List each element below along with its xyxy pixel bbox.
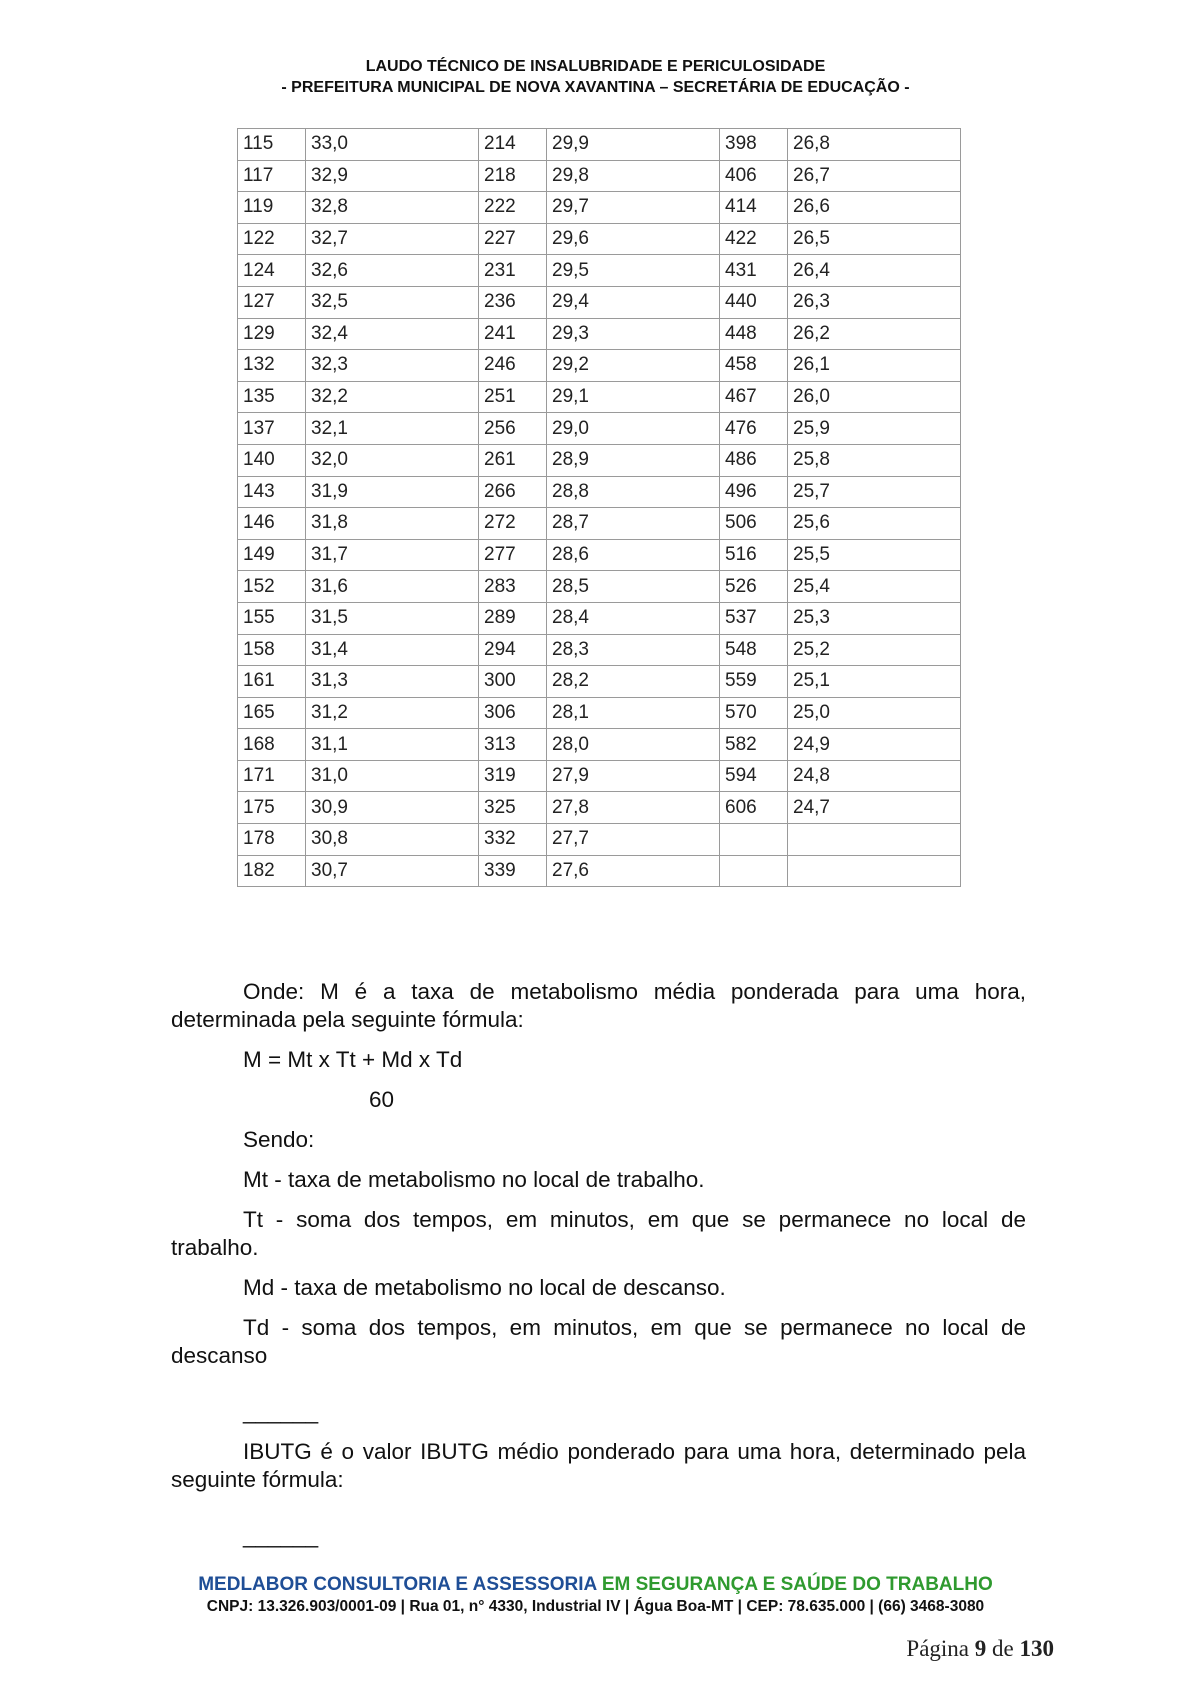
table-cell: 218 xyxy=(479,160,547,192)
table-cell: 467 xyxy=(720,381,788,413)
page-prefix: Página xyxy=(906,1636,970,1661)
table-row xyxy=(238,729,961,761)
paragraph-sendo: Sendo: xyxy=(243,1127,315,1152)
table-row xyxy=(238,666,961,698)
table-cell: 31,1 xyxy=(306,729,479,761)
table-cell: 440 xyxy=(720,286,788,318)
table-cell: 25,9 xyxy=(788,413,961,445)
table-cell: 140 xyxy=(238,444,306,476)
table-cell: 227 xyxy=(479,223,547,255)
table-row xyxy=(238,350,961,382)
table-cell: 28,0 xyxy=(547,729,720,761)
table-row xyxy=(238,508,961,540)
header-title: LAUDO TÉCNICO DE INSALUBRIDADE E PERICULOSIDADE xyxy=(365,58,826,75)
table-row xyxy=(238,255,961,287)
table-cell: 33,0 xyxy=(306,129,479,161)
table-cell: 241 xyxy=(479,318,547,350)
table-cell: 28,2 xyxy=(547,666,720,698)
table-cell: 29,1 xyxy=(547,381,720,413)
table-cell: 448 xyxy=(720,318,788,350)
table-cell: 25,4 xyxy=(788,571,961,603)
ibutg-limits-table xyxy=(237,128,961,887)
table-cell: 31,8 xyxy=(306,508,479,540)
placeholder-rule-1: ______ xyxy=(243,1399,319,1424)
table-cell: 414 xyxy=(720,192,788,224)
table-cell: 26,6 xyxy=(788,192,961,224)
page-middle: de xyxy=(992,1636,1014,1661)
table-row xyxy=(238,129,961,161)
table-cell: 135 xyxy=(238,381,306,413)
table-cell: 458 xyxy=(720,350,788,382)
table-cell: 582 xyxy=(720,729,788,761)
table-cell: 165 xyxy=(238,697,306,729)
table-cell: 559 xyxy=(720,666,788,698)
table-cell: 24,9 xyxy=(788,729,961,761)
table-cell: 25,0 xyxy=(788,697,961,729)
placeholder-rule-2: ______ xyxy=(243,1523,319,1548)
table-cell: 214 xyxy=(479,129,547,161)
table-cell: 31,0 xyxy=(306,760,479,792)
table-row xyxy=(238,855,961,887)
table-cell xyxy=(720,855,788,887)
table-cell: 152 xyxy=(238,571,306,603)
table-cell: 29,6 xyxy=(547,223,720,255)
table-cell: 27,9 xyxy=(547,760,720,792)
table-row xyxy=(238,286,961,318)
table-cell: 526 xyxy=(720,571,788,603)
footer-company-blue: MEDLABOR CONSULTORIA E ASSESSORIA xyxy=(198,1574,597,1595)
table-cell: 168 xyxy=(238,729,306,761)
table-cell: 155 xyxy=(238,602,306,634)
table-cell: 339 xyxy=(479,855,547,887)
table-row xyxy=(238,602,961,634)
table-cell: 27,6 xyxy=(547,855,720,887)
table-cell: 129 xyxy=(238,318,306,350)
table-row xyxy=(238,381,961,413)
table-cell: 24,8 xyxy=(788,760,961,792)
table-cell: 32,6 xyxy=(306,255,479,287)
paragraph-onde: Onde: M é a taxa de metabolismo média ponderada para uma hora, determinada pela seguinte fórmula: xyxy=(171,979,1026,1032)
document-header xyxy=(0,56,1191,98)
table-cell: 30,7 xyxy=(306,855,479,887)
definition-mt: Mt - taxa de metabolismo no local de trabalho. xyxy=(243,1167,705,1192)
table-cell: 117 xyxy=(238,160,306,192)
table-cell: 171 xyxy=(238,760,306,792)
table-cell: 31,9 xyxy=(306,476,479,508)
table-cell: 31,6 xyxy=(306,571,479,603)
table-cell: 32,4 xyxy=(306,318,479,350)
table-cell: 30,8 xyxy=(306,824,479,856)
table-cell: 300 xyxy=(479,666,547,698)
table-cell: 28,5 xyxy=(547,571,720,603)
table-cell: 122 xyxy=(238,223,306,255)
table-cell: 31,4 xyxy=(306,634,479,666)
table-cell: 246 xyxy=(479,350,547,382)
table-cell xyxy=(788,855,961,887)
table-row xyxy=(238,571,961,603)
table-cell: 289 xyxy=(479,602,547,634)
table-row xyxy=(238,476,961,508)
table-cell: 26,3 xyxy=(788,286,961,318)
table-cell: 29,7 xyxy=(547,192,720,224)
table-cell: 149 xyxy=(238,539,306,571)
table-cell: 222 xyxy=(479,192,547,224)
table-cell: 29,0 xyxy=(547,413,720,445)
page-total: 130 xyxy=(1019,1636,1054,1661)
table-cell: 26,1 xyxy=(788,350,961,382)
table-cell: 115 xyxy=(238,129,306,161)
table-cell: 32,9 xyxy=(306,160,479,192)
table-row xyxy=(238,697,961,729)
table-cell: 27,8 xyxy=(547,792,720,824)
table-cell: 26,0 xyxy=(788,381,961,413)
table-cell: 251 xyxy=(479,381,547,413)
table-row xyxy=(238,413,961,445)
table-cell: 26,2 xyxy=(788,318,961,350)
table-cell: 422 xyxy=(720,223,788,255)
table-cell: 26,7 xyxy=(788,160,961,192)
table-cell: 398 xyxy=(720,129,788,161)
table-cell: 32,8 xyxy=(306,192,479,224)
table-cell: 431 xyxy=(720,255,788,287)
table-cell: 325 xyxy=(479,792,547,824)
table-cell: 31,5 xyxy=(306,602,479,634)
formula-denominator: 60 xyxy=(369,1087,395,1112)
formula-line: M = Mt x Tt + Md x Td xyxy=(243,1047,463,1072)
table-cell: 29,4 xyxy=(547,286,720,318)
table-cell: 496 xyxy=(720,476,788,508)
table-cell: 26,4 xyxy=(788,255,961,287)
table-cell: 29,2 xyxy=(547,350,720,382)
table-cell: 124 xyxy=(238,255,306,287)
table-cell: 294 xyxy=(479,634,547,666)
table-row xyxy=(238,192,961,224)
document-body xyxy=(171,978,1026,1562)
table-row xyxy=(238,824,961,856)
table-cell: 137 xyxy=(238,413,306,445)
table-row xyxy=(238,539,961,571)
table-cell: 570 xyxy=(720,697,788,729)
paragraph-ibutg: IBUTG é o valor IBUTG médio ponderado para uma hora, determinado pela seguinte fórmula: xyxy=(171,1439,1026,1492)
table-cell: 548 xyxy=(720,634,788,666)
table-cell: 594 xyxy=(720,760,788,792)
table-cell: 31,7 xyxy=(306,539,479,571)
table-cell: 26,8 xyxy=(788,129,961,161)
table-cell: 29,9 xyxy=(547,129,720,161)
table-cell: 261 xyxy=(479,444,547,476)
table-cell: 537 xyxy=(720,602,788,634)
table-cell: 161 xyxy=(238,666,306,698)
footer-company-green: EM SEGURANÇA E SAÚDE DO TRABALHO xyxy=(601,1574,993,1595)
table-cell: 25,2 xyxy=(788,634,961,666)
table-cell: 266 xyxy=(479,476,547,508)
definition-md: Md - taxa de metabolismo no local de descanso. xyxy=(243,1275,726,1300)
table-cell: 25,3 xyxy=(788,602,961,634)
table-cell: 26,5 xyxy=(788,223,961,255)
table-cell: 31,3 xyxy=(306,666,479,698)
table-cell xyxy=(720,824,788,856)
table-cell: 406 xyxy=(720,160,788,192)
table-cell: 32,5 xyxy=(306,286,479,318)
table-cell: 319 xyxy=(479,760,547,792)
table-cell: 28,6 xyxy=(547,539,720,571)
table-cell: 27,7 xyxy=(547,824,720,856)
table-cell: 28,7 xyxy=(547,508,720,540)
table-row xyxy=(238,634,961,666)
table-cell: 231 xyxy=(479,255,547,287)
table-cell: 32,1 xyxy=(306,413,479,445)
table-cell: 236 xyxy=(479,286,547,318)
footer-address: CNPJ: 13.326.903/0001-09 | Rua 01, n° 4330, Industrial IV | Água Boa-MT | CEP: 78.635.000 | (66) 3468-3080 xyxy=(206,1598,985,1615)
table-cell: 119 xyxy=(238,192,306,224)
table-cell: 486 xyxy=(720,444,788,476)
table-cell: 143 xyxy=(238,476,306,508)
table-cell: 28,9 xyxy=(547,444,720,476)
table-row xyxy=(238,760,961,792)
page-current: 9 xyxy=(974,1636,987,1661)
table-cell xyxy=(788,824,961,856)
table-cell: 606 xyxy=(720,792,788,824)
table-cell: 25,8 xyxy=(788,444,961,476)
table-cell: 29,3 xyxy=(547,318,720,350)
table-cell: 32,2 xyxy=(306,381,479,413)
table-cell: 32,0 xyxy=(306,444,479,476)
table-cell: 25,7 xyxy=(788,476,961,508)
table-cell: 30,9 xyxy=(306,792,479,824)
table-cell: 506 xyxy=(720,508,788,540)
table-cell: 28,8 xyxy=(547,476,720,508)
table-row xyxy=(238,444,961,476)
table-cell: 476 xyxy=(720,413,788,445)
definition-tt: Tt - soma dos tempos, em minutos, em que se permanece no local de trabalho. xyxy=(171,1207,1026,1260)
table-cell: 182 xyxy=(238,855,306,887)
table-cell: 29,5 xyxy=(547,255,720,287)
table-cell: 175 xyxy=(238,792,306,824)
table-cell: 25,6 xyxy=(788,508,961,540)
table-cell: 256 xyxy=(479,413,547,445)
table-cell: 28,3 xyxy=(547,634,720,666)
table-row xyxy=(238,318,961,350)
table-row xyxy=(238,792,961,824)
table-row xyxy=(238,223,961,255)
table-cell: 32,3 xyxy=(306,350,479,382)
footer-company xyxy=(0,1574,1191,1596)
table-cell: 32,7 xyxy=(306,223,479,255)
table-cell: 146 xyxy=(238,508,306,540)
table-cell: 332 xyxy=(479,824,547,856)
table-cell: 306 xyxy=(479,697,547,729)
table-cell: 127 xyxy=(238,286,306,318)
table-cell: 313 xyxy=(479,729,547,761)
header-subtitle: - PREFEITURA MUNICIPAL DE NOVA XAVANTINA – SECRETÁRIA DE EDUCAÇÃO - xyxy=(281,79,910,96)
table-cell: 516 xyxy=(720,539,788,571)
table-body xyxy=(238,129,961,887)
table-cell: 277 xyxy=(479,539,547,571)
table-cell: 178 xyxy=(238,824,306,856)
table-cell: 272 xyxy=(479,508,547,540)
table-cell: 28,4 xyxy=(547,602,720,634)
table-cell: 283 xyxy=(479,571,547,603)
table-cell: 29,8 xyxy=(547,160,720,192)
table-cell: 132 xyxy=(238,350,306,382)
table-row xyxy=(238,160,961,192)
page-number xyxy=(906,1636,1054,1662)
table-cell: 158 xyxy=(238,634,306,666)
table-cell: 31,2 xyxy=(306,697,479,729)
table-cell: 28,1 xyxy=(547,697,720,729)
table-cell: 24,7 xyxy=(788,792,961,824)
definition-td: Td - soma dos tempos, em minutos, em que se permanece no local de descanso xyxy=(171,1315,1026,1368)
table-cell: 25,5 xyxy=(788,539,961,571)
table-cell: 25,1 xyxy=(788,666,961,698)
